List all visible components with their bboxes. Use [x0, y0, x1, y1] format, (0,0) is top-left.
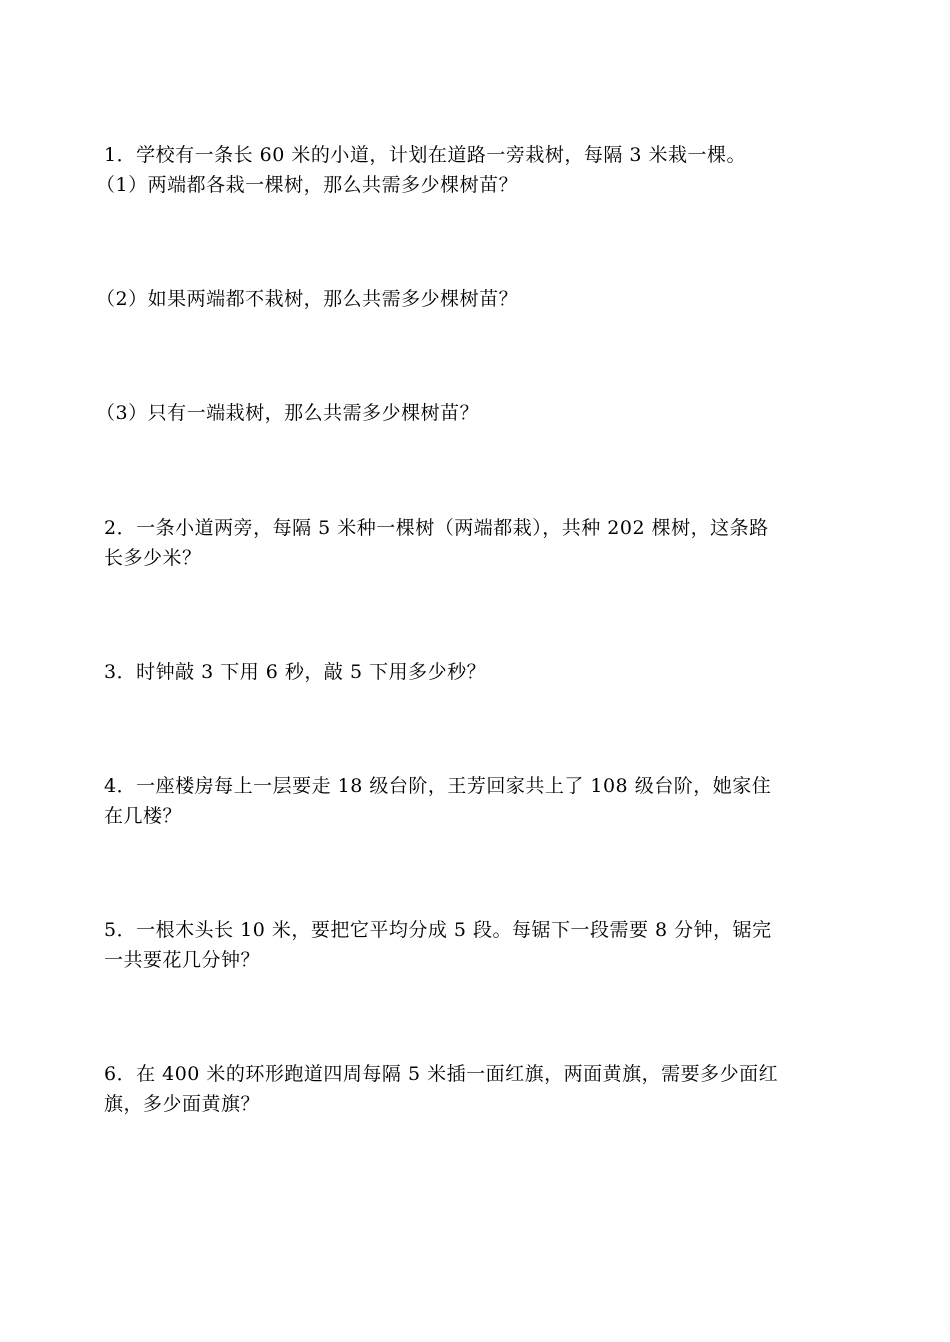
- problem-1-part-3: （3）只有一端栽树，那么共需多少棵树苗？: [96, 402, 480, 424]
- problem-5-line-1: 5．一根木头长 10 米，要把它平均分成 5 段。每锯下一段需要 8 分钟，锯完: [104, 919, 772, 941]
- problem-6-line-2: 旗，多少面黄旗？: [104, 1093, 261, 1115]
- problem-3-line-1: 3．时钟敲 3 下用 6 秒，敲 5 下用多少秒？: [104, 661, 487, 683]
- problem-2-line-1: 2．一条小道两旁，每隔 5 米种一棵树（两端都栽），共种 202 棵树，这条路: [104, 517, 769, 539]
- problem-4-line-1: 4．一座楼房每上一层要走 18 级台阶，王芳回家共上了 108 级台阶，她家住: [104, 775, 772, 797]
- problem-6-line-1: 6．在 400 米的环形跑道四周每隔 5 米插一面红旗，两面黄旗，需要多少面红: [104, 1063, 779, 1085]
- problem-2-line-2: 长多少米？: [104, 547, 202, 569]
- problem-1-part-2: （2）如果两端都不栽树，那么共需多少棵树苗？: [96, 288, 519, 310]
- problem-5-line-2: 一共要花几分钟？: [104, 949, 261, 971]
- problem-1-stem: 1．学校有一条长 60 米的小道，计划在道路一旁栽树，每隔 3 米栽一棵。: [104, 144, 747, 166]
- problem-4-line-2: 在几楼？: [104, 805, 183, 827]
- problem-1-part-1: （1）两端都各栽一棵树，那么共需多少棵树苗？: [96, 174, 519, 196]
